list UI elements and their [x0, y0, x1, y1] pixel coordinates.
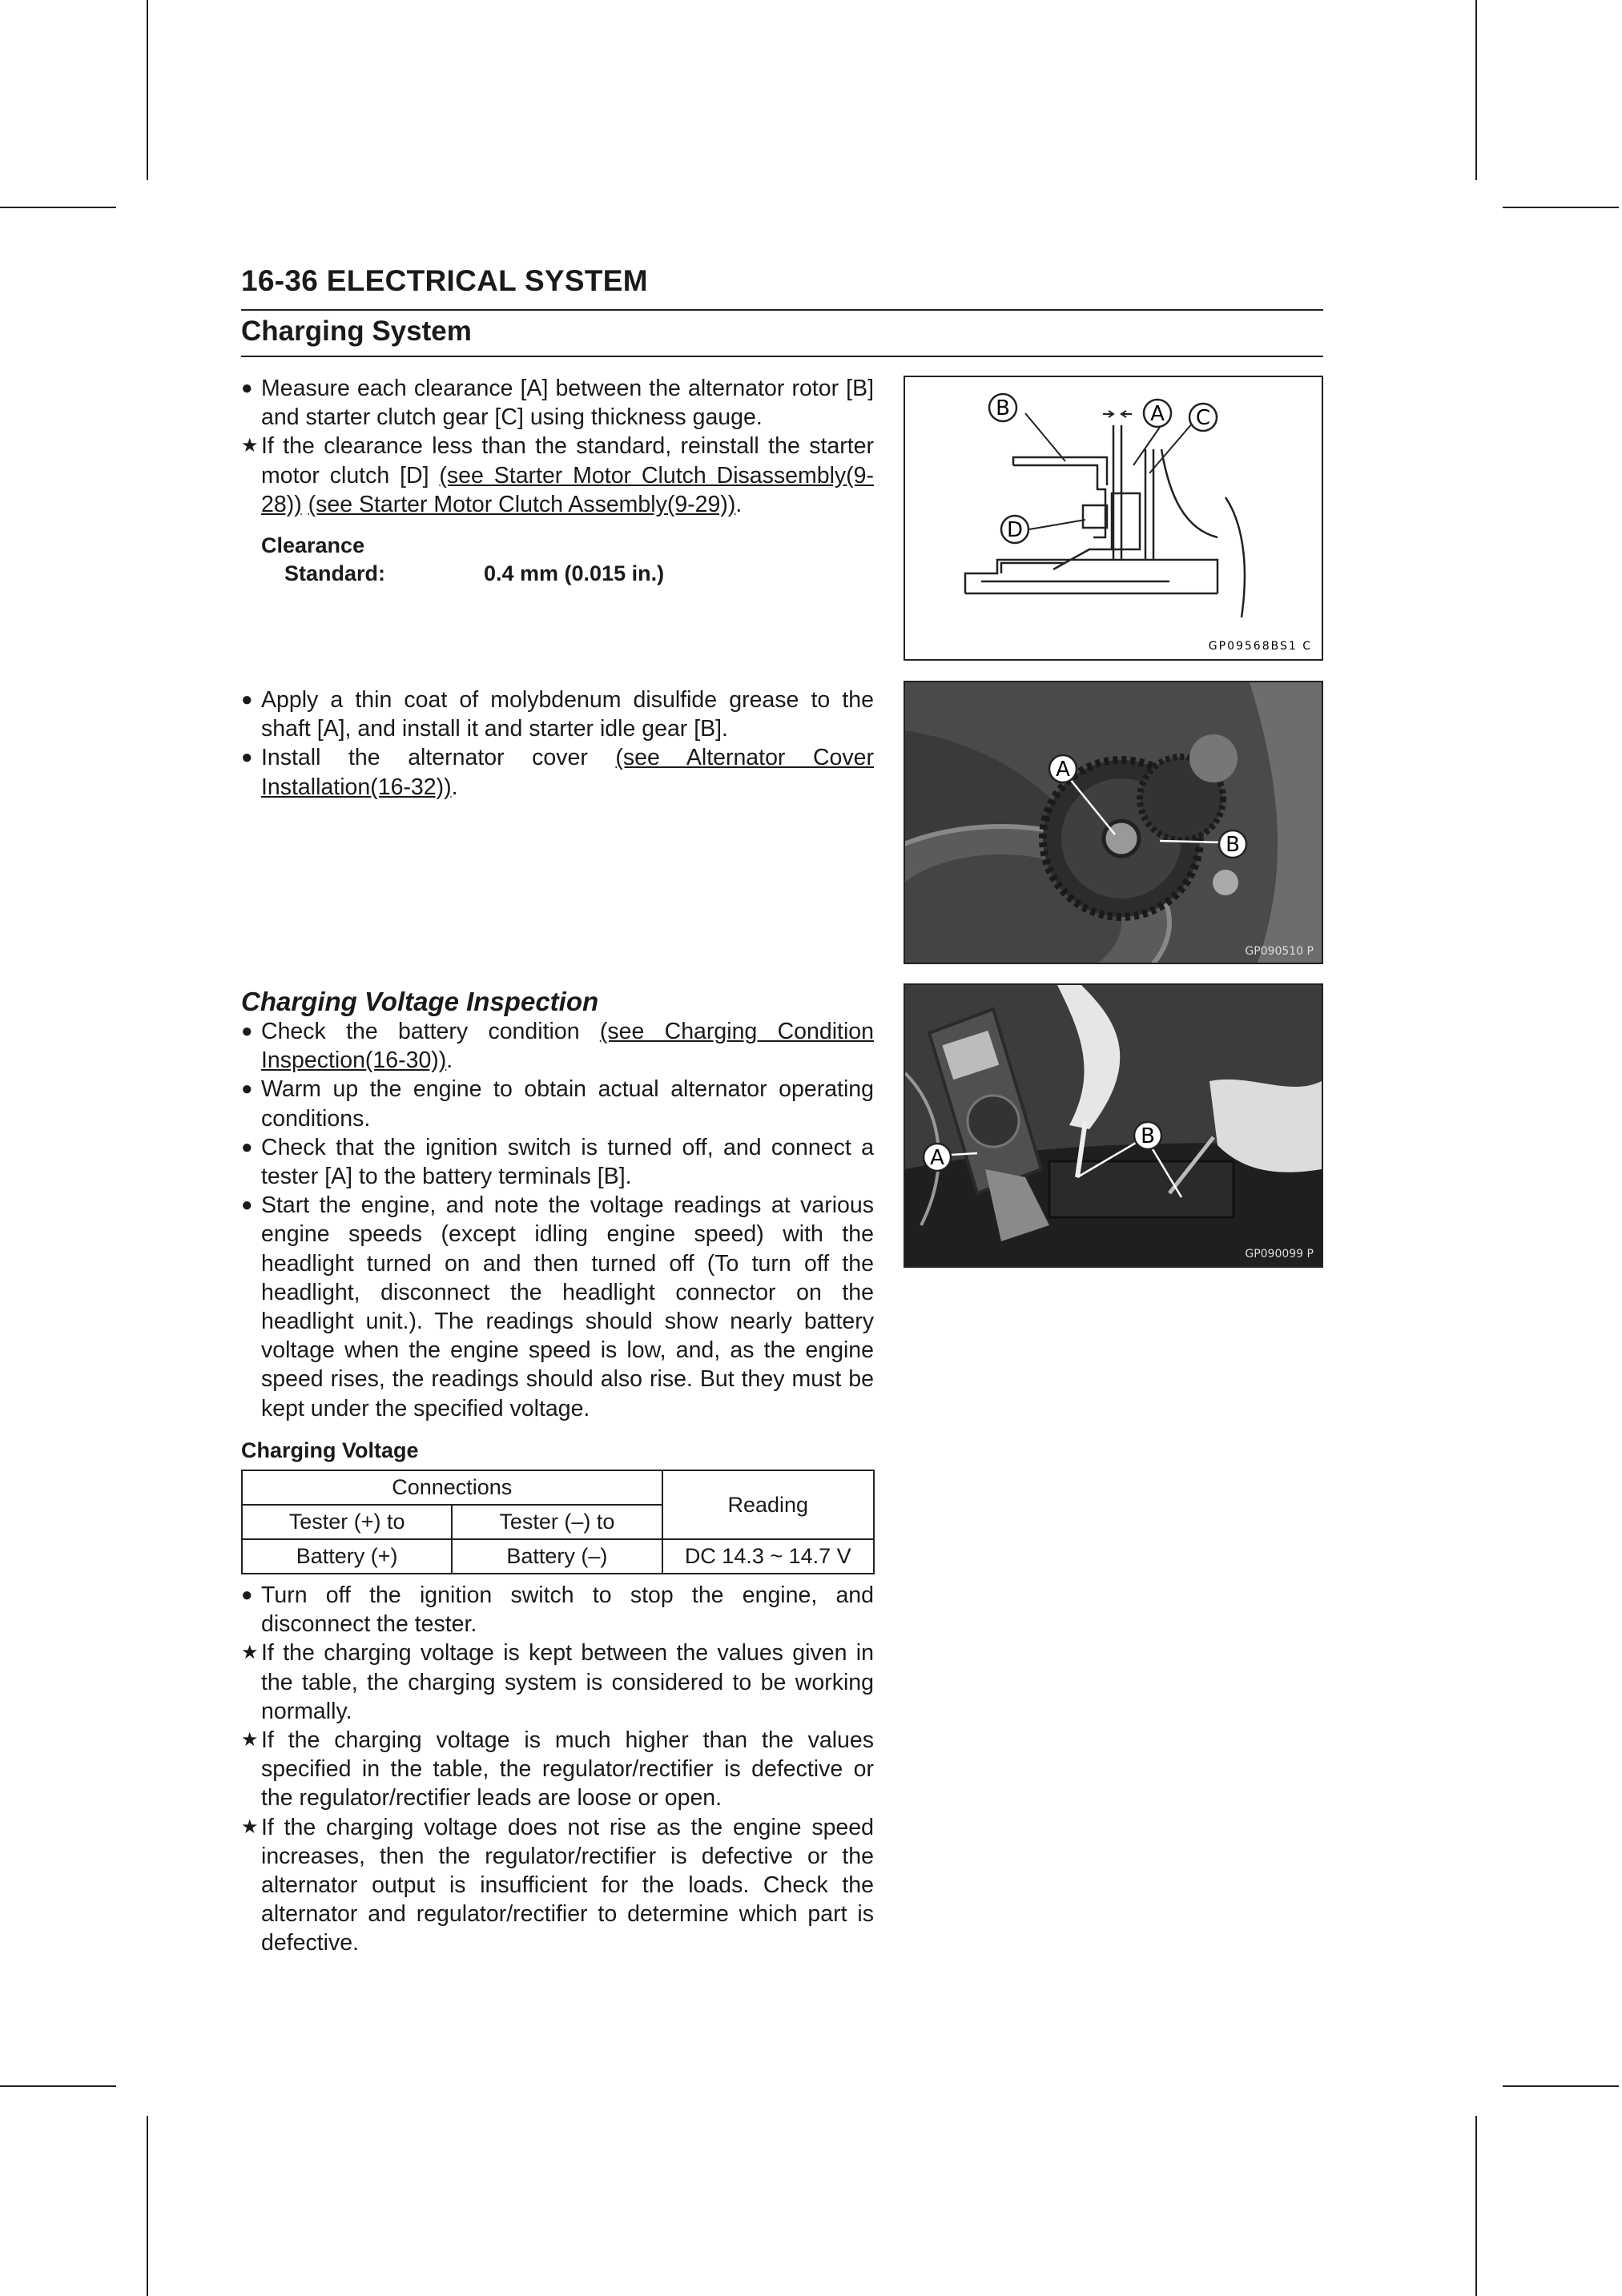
crop-mark: [147, 0, 148, 180]
item-text: Warm up the engine to obtain actual alternator operating conditions.: [261, 1076, 874, 1132]
callout-label: A: [930, 1146, 944, 1170]
table-header: Tester (–) to: [452, 1505, 662, 1539]
bullet-icon: ●: [241, 746, 253, 769]
callout-label: B: [996, 396, 1010, 420]
table-header: Tester (+) to: [242, 1505, 452, 1539]
list-item: [241, 1017, 874, 1075]
figure-clearance-diagram: [904, 376, 1323, 661]
subsection-heading: Charging Voltage Inspection: [241, 987, 599, 1016]
item-text: Check that the ignition switch is turned off, and connect a tester [A] to the battery terminals [B].: [261, 1134, 874, 1190]
header-rule: [241, 356, 1323, 357]
charging-voltage-table: [241, 1470, 875, 1574]
list-item: [241, 1075, 874, 1132]
crop-mark: [0, 207, 116, 208]
callout-label: A: [1150, 402, 1165, 426]
spec-label: Standard:: [284, 561, 386, 586]
bullet-icon: ●: [241, 1136, 253, 1158]
list-item: [241, 1581, 874, 1639]
spec-value: 0.4 mm (0.015 in.): [484, 561, 665, 586]
table-header: Reading: [662, 1470, 874, 1539]
table-cell: Battery (–): [452, 1539, 662, 1574]
list-item: [241, 1639, 874, 1726]
item-text: Start the engine, and note the voltage readings at various engine speeds (except idling engine speed) with the headlight turned on and then turned off (To turn off the headlight, disconnect the headlight connector on the headlight unit.). The readings should show nearly battery voltage when the engine speed is low, and, as the engine speed rises, the readings should also rise. But they must be kept under the specified voltage.: [261, 1192, 874, 1421]
figure-code: GP090510 P: [1245, 945, 1314, 958]
figure-idle-gear-photo: [904, 681, 1323, 964]
tester-photo: [905, 985, 1322, 1266]
table-caption: Charging Voltage: [241, 1438, 419, 1462]
figure-tester-photo: [904, 983, 1323, 1268]
star-icon: ★: [241, 1642, 259, 1664]
figure-code: GP090099 P: [1245, 1248, 1314, 1261]
item-text: Check the battery condition: [261, 1019, 600, 1044]
header-rule: [241, 309, 1323, 311]
table-cell: DC 14.3 ~ 14.7 V: [662, 1539, 874, 1574]
bullet-icon: ●: [241, 1584, 253, 1606]
bullet-icon: ●: [241, 689, 253, 710]
star-icon: ★: [241, 1729, 259, 1751]
table-cell: Battery (+): [242, 1539, 452, 1574]
item-text: Measure each clearance [A] between the alternator rotor [B] and starter clutch gear [C] using thickness gauge.: [261, 376, 874, 431]
table-row: [242, 1470, 874, 1505]
star-icon: ★: [241, 435, 259, 457]
star-icon: ★: [241, 1815, 259, 1838]
item-text: .: [446, 1047, 453, 1074]
crop-mark: [1503, 2085, 1619, 2087]
item-text: .: [451, 774, 458, 800]
item-text: If the charging voltage does not rise as the engine speed increases, then the regulator/rectifier is defective or the alternator output is insufficient for the loads. Check the alternator and regulator/rectifier to determine which part is defective.: [261, 1814, 874, 1956]
link-alternator-cover-installation[interactable]: (see Alternator Cover Installation(16-32)): [261, 745, 874, 800]
crop-mark: [147, 2116, 148, 2296]
list-item: [241, 432, 874, 519]
clearance-diagram: [905, 377, 1322, 659]
spec-title: Clearance: [261, 533, 365, 558]
spec-row: [241, 560, 874, 588]
link-starter-clutch-disassembly[interactable]: (see Starter Motor Clutch Disassembly(9-28)): [261, 462, 874, 517]
link-starter-clutch-assembly[interactable]: (see Starter Motor Clutch Assembly(9-29)): [308, 491, 736, 517]
item-text: Turn off the ignition switch to stop the engine, and disconnect the tester.: [261, 1582, 874, 1638]
list-item: [241, 743, 874, 801]
callout-label: A: [1056, 758, 1070, 782]
item-text: Install the alternator cover: [261, 745, 616, 771]
item-text: .: [735, 491, 743, 517]
charging-voltage-block: [241, 1017, 874, 1958]
link-charging-condition-inspection[interactable]: (see Charging Condition Inspection(16-30)): [261, 1019, 874, 1074]
item-text: Apply a thin coat of molybdenum disulfide grease to the shaft [A], and install it and starter idle gear [B].: [261, 687, 874, 742]
bullet-icon: ●: [241, 1078, 253, 1100]
callout-label: C: [1195, 406, 1211, 430]
clearance-block: [241, 374, 874, 588]
table-header: Connections: [242, 1470, 662, 1505]
callout-label: D: [1006, 518, 1024, 542]
figure-code: GP09568BS1 C: [1208, 640, 1312, 653]
crop-mark: [1475, 2116, 1477, 2296]
callout-label: B: [1141, 1124, 1155, 1148]
item-text: If the clearance less than the standard, reinstall the starter motor clutch [D]: [261, 433, 874, 489]
bullet-icon: ●: [241, 1020, 253, 1042]
subsection-title: Charging System: [241, 316, 472, 347]
list-item: [241, 1813, 874, 1958]
bullet-icon: ●: [241, 377, 253, 399]
bullet-icon: ●: [241, 1194, 253, 1216]
list-item: [241, 374, 874, 432]
crop-mark: [0, 2085, 116, 2087]
table-row: [242, 1539, 874, 1574]
list-item: [241, 1133, 874, 1191]
item-text: If the charging voltage is much higher than the values specified in the table, the regulator/rectifier is defective or the regulator/rectifier leads are loose or open.: [261, 1727, 874, 1811]
gear-photo: [905, 682, 1322, 963]
section-title: 16-36 ELECTRICAL SYSTEM: [241, 264, 648, 297]
list-item: [241, 1726, 874, 1813]
list-item: [241, 686, 874, 743]
crop-mark: [1475, 0, 1477, 180]
item-text: If the charging voltage is kept between the values given in the table, the charging system is considered to be working normally.: [261, 1640, 874, 1724]
crop-mark: [1503, 207, 1619, 208]
idle-gear-block: [241, 686, 874, 802]
list-item: [241, 1191, 874, 1423]
callout-label: B: [1226, 833, 1240, 857]
